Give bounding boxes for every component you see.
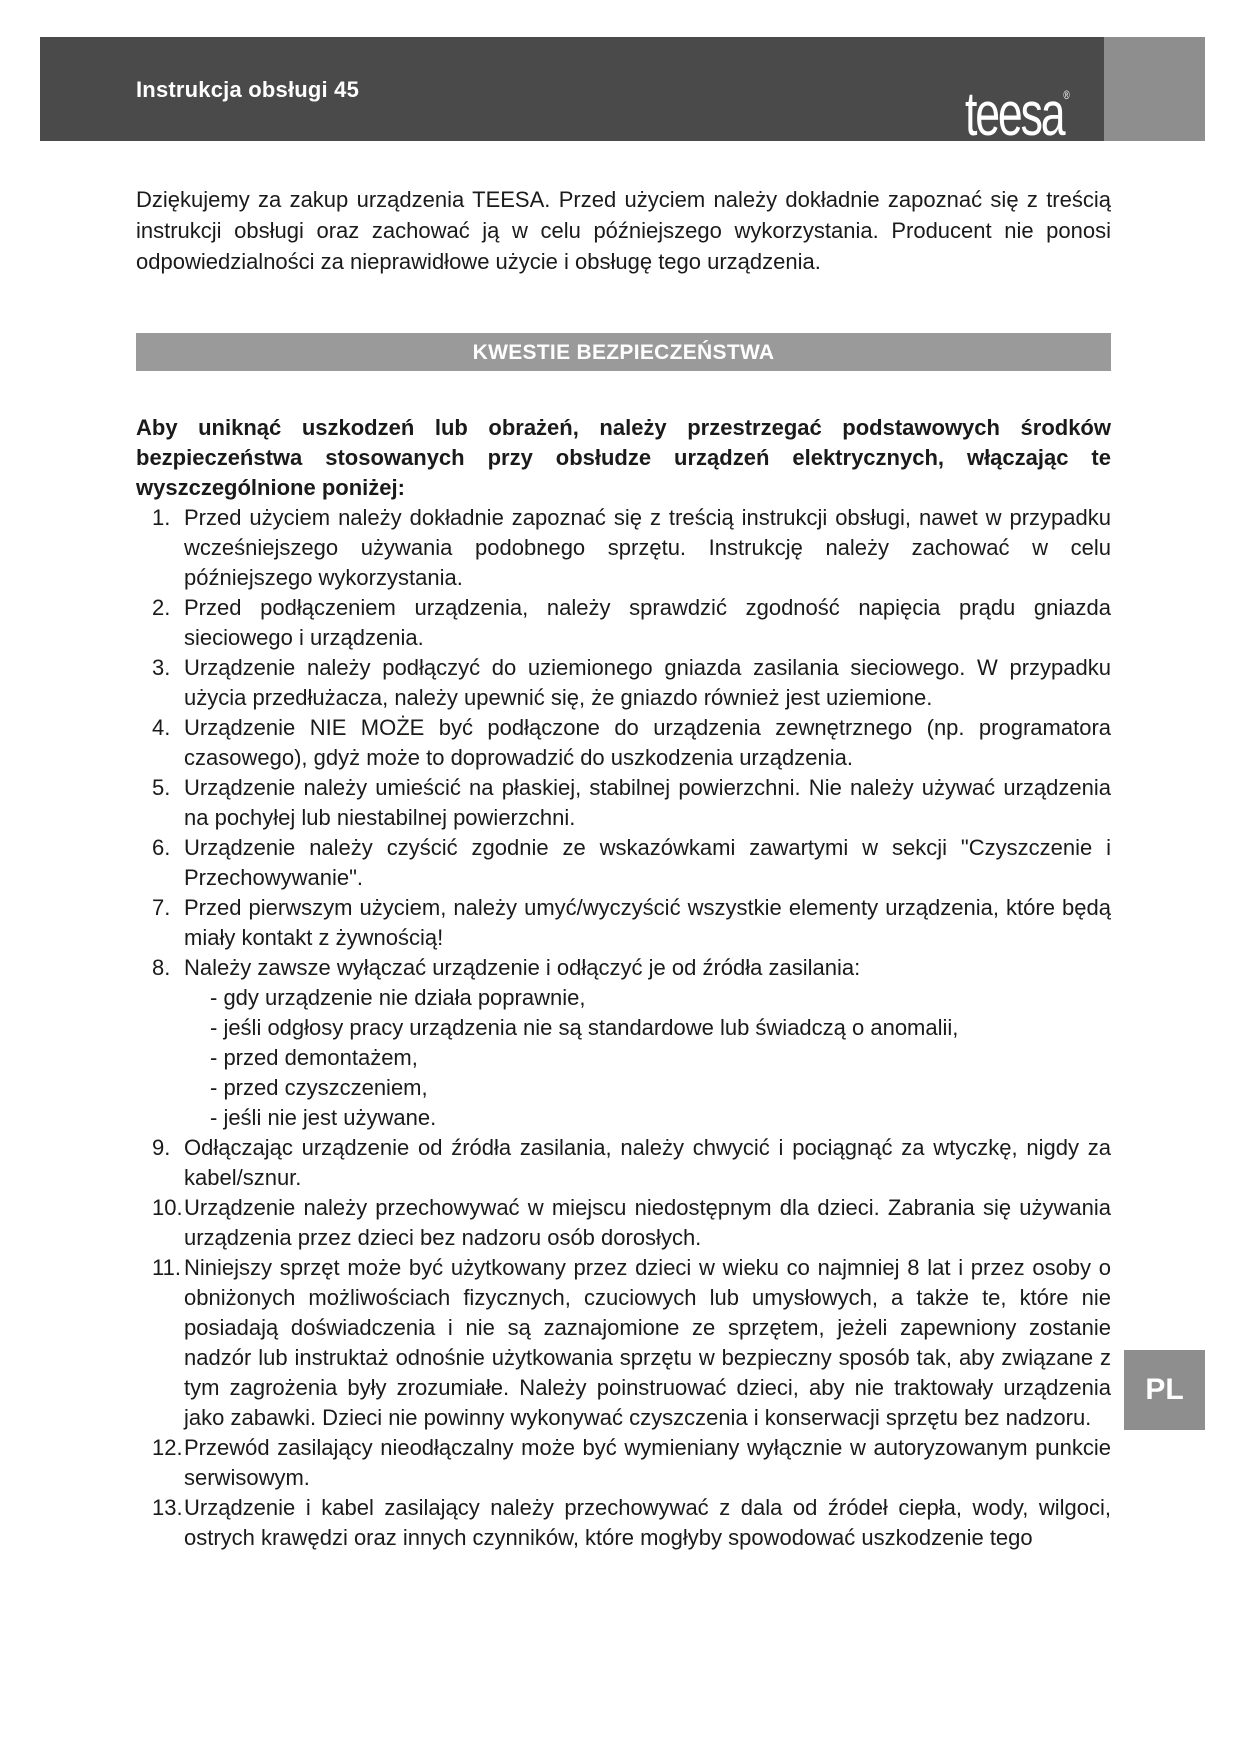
item-number: 13. <box>152 1495 183 1520</box>
list-item <box>136 713 1111 773</box>
item-number: 4. <box>152 715 171 740</box>
item-text: Urządzenie NIE MOŻE być podłączone do urządzenia zewnętrznego (np. programatora czasowego), gdyż może to doprowadzić do uszkodzenia urządzenia. <box>184 715 1111 770</box>
page-header <box>40 37 1205 149</box>
header-accent-block <box>1104 37 1205 141</box>
sub-item: - gdy urządzenie nie działa poprawnie, <box>210 985 586 1010</box>
page-content <box>136 184 1111 1553</box>
sub-item: - przed czyszczeniem, <box>210 1075 428 1100</box>
item-text: Odłączając urządzenie od źródła zasilania, należy chwycić i pociągnąć za wtyczkę, nigdy za kabel/sznur. <box>184 1135 1111 1190</box>
list-item <box>136 503 1111 593</box>
item-text: Przed podłączeniem urządzenia, należy sprawdzić zgodność napięcia prądu gniazda sieciowego i urządzenia. <box>184 595 1111 650</box>
item-text: Urządzenie i kabel zasilający należy przechowywać z dala od źródeł ciepła, wody, wilgoci, ostrych krawędzi oraz innych czynników, które mogłyby spowodować uszkodzenie tego <box>184 1495 1111 1550</box>
list-item <box>136 653 1111 713</box>
item-number: 11. <box>152 1255 181 1280</box>
item-number: 10. <box>152 1195 183 1220</box>
list-item <box>136 593 1111 653</box>
item-text: Urządzenie należy podłączyć do uziemionego gniazda zasilania sieciowego. W przypadku użycia przedłużacza, należy upewnić się, że gniazdo również jest uziemione. <box>184 655 1111 710</box>
safety-lead-text: Aby uniknąć uszkodzeń lub obrażeń, należy przestrzegać podstawowych środków bezpieczeństwa stosowanych przy obsłudze urządzeń elektrycznych, włączając te wyszczególnione poniżej: <box>136 415 1111 500</box>
item-text: Przed pierwszym użyciem, należy umyć/wyczyścić wszystkie elementy urządzenia, które będą miały kontakt z żywnością! <box>184 895 1111 950</box>
item-text: Niniejszy sprzęt może być użytkowany przez dzieci w wieku co najmniej 8 lat i przez osoby o obniżonych możliwościach fizycznych, czuciowych lub umysłowych, a także te, które nie posiadają doświadczenia i nie są zaznajomione ze sprzętem, jeżeli zapewniony zostanie nadzór lub instruktaż odnośnie użytkowania sprzętu w bezpieczny sposób tak, aby związane z tym zagrożenia były zrozumiałe. Należy poinstruować dzieci, aby nie traktowały urządzenia jako zabawki. Dzieci nie powinny wykonywać czyszczenia i konserwacji sprzętu bez nadzoru. <box>184 1255 1111 1430</box>
list-item <box>136 1253 1111 1433</box>
item-number: 5. <box>152 775 171 800</box>
section-heading-safety: KWESTIE BEZPIECZEŃSTWA <box>136 333 1111 371</box>
item-text: Przewód zasilający nieodłączalny może być wymieniany wyłącznie w autoryzowanym punkcie serwisowym. <box>184 1435 1111 1490</box>
list-item <box>136 893 1111 953</box>
item-text: Urządzenie należy umieścić na płaskiej, stabilnej powierzchni. Nie należy używać urządzenia na pochyłej lub niestabilnej powierzchni. <box>184 775 1111 830</box>
item-text: Urządzenie należy czyścić zgodnie ze wskazówkami zawartymi w sekcji "Czyszczenie i Przechowywanie". <box>184 835 1111 890</box>
item-text: Należy zawsze wyłączać urządzenie i odłączyć je od źródła zasilania: <box>184 955 861 980</box>
item-text: Urządzenie należy przechowywać w miejscu niedostępnym dla dzieci. Zabrania się używania urządzenia przez dzieci bez nadzoru osób dorosłych. <box>184 1195 1111 1250</box>
list-item <box>136 1433 1111 1493</box>
sub-item: - przed demontażem, <box>210 1045 418 1070</box>
item-number: 8. <box>152 955 171 980</box>
intro-paragraph: Dziękujemy za zakup urządzenia TEESA. Przed użyciem należy dokładnie zapoznać się z treścią instrukcji obsługi oraz zachować ją w celu późniejszego wykorzystania. Producent nie ponosi odpowiedzialności za nieprawidłowe użycie i obsługę tego urządzenia. <box>136 187 1111 274</box>
teesa-logo <box>965 55 1070 149</box>
item-text: Przed użyciem należy dokładnie zapoznać się z treścią instrukcji obsługi, nawet w przypadku wcześniejszego używania podobnego sprzętu. Instrukcję należy zachować w celu późniejszego wykorzystania. <box>184 505 1111 590</box>
item-number: 6. <box>152 835 171 860</box>
item-number: 2. <box>152 595 171 620</box>
list-item <box>136 1493 1111 1553</box>
item-number: 1. <box>152 505 171 530</box>
logo-text: teesa <box>965 80 1064 149</box>
sub-item: - jeśli odgłosy pracy urządzenia nie są standardowe lub świadczą o anomalii, <box>210 1015 959 1040</box>
list-item <box>136 1133 1111 1193</box>
language-tab-pl: PL <box>1124 1350 1205 1430</box>
list-item <box>136 953 1111 1133</box>
list-item <box>136 1193 1111 1253</box>
logo-registered-mark: ® <box>1063 88 1070 102</box>
safety-rules-list <box>136 503 1111 1553</box>
sub-item: - jeśli nie jest używane. <box>210 1105 437 1130</box>
item-number: 3. <box>152 655 171 680</box>
rule8-sublist <box>184 983 1111 1133</box>
list-item <box>136 773 1111 833</box>
list-item <box>136 833 1111 893</box>
page-title: Instrukcja obsługi 45 <box>136 77 360 102</box>
item-number: 12. <box>152 1435 183 1460</box>
item-number: 7. <box>152 895 171 920</box>
item-number: 9. <box>152 1135 171 1160</box>
